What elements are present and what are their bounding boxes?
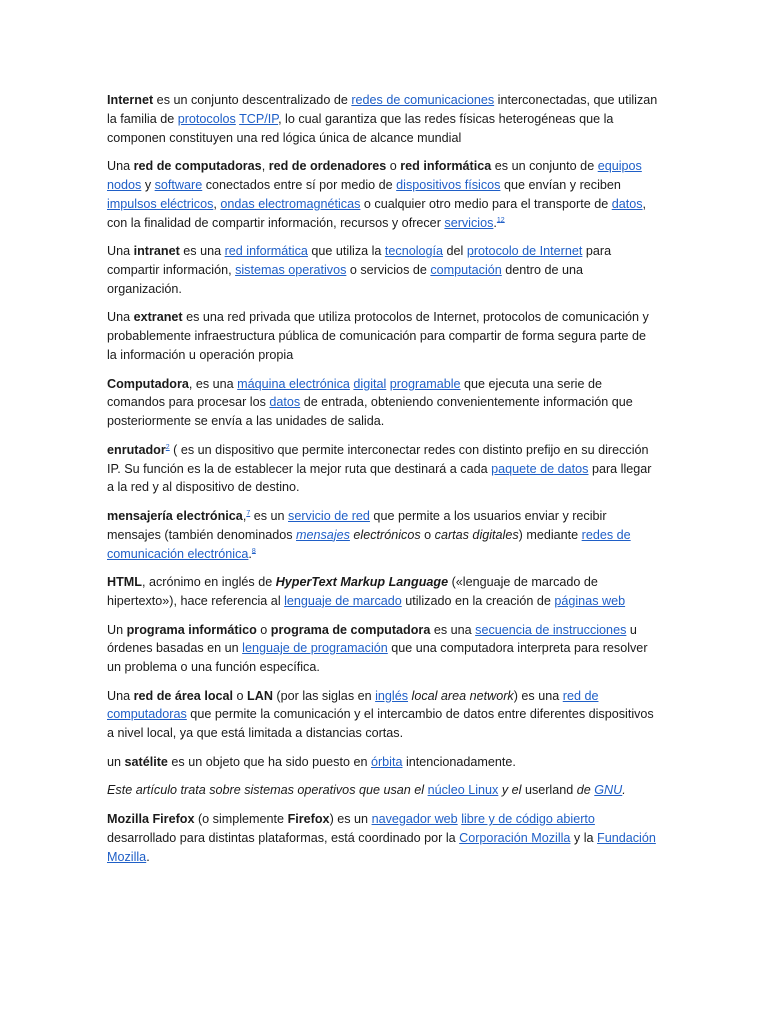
text-run: que permite la comunicación y el intercambio de datos entre diferentes dispositivos a nivel local, ya que está limitada a distancias cortas.	[107, 707, 654, 741]
paragraph	[107, 157, 659, 232]
hyperlink[interactable]: datos	[611, 196, 643, 211]
text-run: , lo cual garantiza que las redes físicas heterogéneas que la componen constituyen una red lógica única de alcance mundial	[107, 111, 614, 145]
text-run: es una	[430, 622, 476, 637]
text-run: ) es una	[513, 688, 563, 703]
text-run: ,	[242, 508, 247, 523]
hyperlink[interactable]: equipos	[597, 159, 642, 174]
text-run: ( es un dispositivo que permite interconectar redes con distinto prefijo en su dirección IP. Su función es la de establecer la mejor ruta que destinará a cada	[107, 442, 649, 476]
text-run: intranet	[133, 244, 180, 259]
text-run: y el	[498, 783, 525, 798]
text-run: es un conjunto de	[491, 159, 598, 174]
hyperlink[interactable]: GNU	[594, 783, 623, 798]
text-run: cartas digitales	[434, 527, 519, 542]
text-run: para llegar a la red y al dispositivo de destino.	[107, 461, 652, 495]
hyperlink[interactable]: servicios	[444, 215, 494, 230]
text-run: Una	[107, 310, 134, 325]
text-run: que utiliza la	[307, 244, 385, 259]
text-run: o	[386, 159, 401, 174]
text-run: es un objeto que ha sido puesto en	[167, 754, 371, 769]
hyperlink[interactable]: impulsos eléctricos	[107, 196, 214, 211]
text-run: que permite a los usuarios enviar y recibir mensajes (también denominados	[107, 508, 607, 542]
hyperlink[interactable]: tecnología	[384, 244, 444, 259]
text-run: o	[420, 527, 435, 542]
paragraph	[107, 308, 659, 364]
paragraph	[107, 441, 659, 497]
text-run: , con la finalidad de compartir información, recursos y ofrecer	[107, 196, 647, 230]
hyperlink[interactable]: digital	[353, 376, 387, 391]
text-run: electrónicos	[349, 527, 421, 542]
hyperlink[interactable]: órbita	[370, 754, 403, 769]
hyperlink[interactable]: 2	[500, 216, 505, 224]
hyperlink[interactable]: 1	[496, 216, 501, 224]
hyperlink[interactable]: protocolo de Internet	[466, 244, 583, 259]
document-body	[107, 91, 659, 876]
text-run: («lenguaje de marcado de hipertexto»), hace referencia al	[107, 575, 598, 608]
text-run: mensajería electrónica	[107, 508, 243, 523]
text-run: o	[256, 622, 271, 637]
paragraph	[107, 242, 659, 298]
text-run: satélite	[124, 754, 168, 769]
text-run: ,	[261, 159, 269, 174]
text-run: ) mediante	[518, 527, 582, 542]
text-run: desarrollado para distintas plataformas, está coordinado por la	[107, 830, 460, 845]
text-run: Una	[107, 244, 134, 259]
paragraph	[107, 753, 659, 772]
text-run: que una computadora interpreta para resolver un problema o una función específica.	[107, 641, 648, 675]
text-run: local area network	[411, 688, 514, 703]
text-run: Mozilla Firefox	[107, 812, 195, 827]
paragraph	[107, 781, 659, 800]
hyperlink[interactable]: red de computadoras	[107, 688, 599, 722]
hyperlink[interactable]: lenguaje de marcado	[284, 593, 402, 608]
text-run: (o simplemente	[194, 812, 288, 827]
paragraph	[107, 810, 659, 866]
text-run: conectados entre sí por medio de	[202, 177, 397, 192]
hyperlink[interactable]: libre y de código abierto	[461, 812, 595, 827]
hyperlink[interactable]: lenguaje de programación	[242, 641, 388, 656]
text-run: de entrada, obteniendo convenientemente información que posteriormente se envía a las unidades de salida.	[107, 395, 633, 429]
text-run: es una red privada que utiliza protocolos de Internet, protocolos de comunicación y probablemente infraestructura pública de comunicación para compartir de forma segura parte de la información u operación propia	[107, 310, 649, 362]
text-run: o servicios de	[346, 262, 431, 277]
text-run: LAN	[247, 688, 273, 703]
text-run: Un	[107, 622, 127, 637]
hyperlink[interactable]: inglés	[375, 688, 409, 703]
text-run: HTML	[107, 575, 142, 590]
hyperlink[interactable]: núcleo Linux	[427, 783, 499, 798]
text-run: .	[248, 546, 252, 561]
text-run: programa de computadora	[270, 622, 431, 637]
text-run: red de computadoras	[133, 159, 262, 174]
text-run: .	[146, 849, 150, 864]
text-run: Este artículo trata sobre sistemas operativos que usan el	[107, 783, 428, 798]
text-run: (por las siglas en	[272, 688, 376, 703]
hyperlink[interactable]: 7	[246, 509, 251, 517]
text-run: red de área local	[133, 688, 234, 703]
hyperlink[interactable]: servicio de red	[288, 508, 370, 523]
text-run: es una	[179, 244, 225, 259]
text-run: de	[573, 783, 595, 798]
hyperlink[interactable]: Fundación Mozilla	[107, 830, 656, 864]
text-run: Firefox	[287, 812, 330, 827]
text-run: Una	[107, 688, 134, 703]
text-run: .	[493, 215, 497, 230]
text-run: ) es un	[329, 812, 372, 827]
hyperlink[interactable]: máquina electrónica	[237, 376, 350, 391]
hyperlink[interactable]: dispositivos físicos	[396, 177, 501, 192]
text-run: o cualquier otro medio para el transporte de	[360, 196, 612, 211]
paragraph	[107, 621, 659, 677]
footnote-ref	[252, 547, 256, 554]
text-run: , acrónimo en inglés de	[141, 575, 276, 590]
text-run: para compartir información,	[107, 244, 612, 277]
hyperlink[interactable]: navegador web	[371, 812, 458, 827]
text-run: , es una	[188, 376, 238, 391]
footnote-ref	[501, 216, 505, 223]
hyperlink[interactable]: TCP/IP	[239, 111, 279, 126]
hyperlink[interactable]: sistemas operativos	[235, 262, 347, 277]
text-run: utilizado en la creación de	[401, 593, 555, 608]
hyperlink[interactable]: computación	[430, 262, 502, 277]
text-run: es un	[250, 508, 289, 523]
hyperlink[interactable]: redes de comunicaciones	[351, 93, 495, 107]
text-run: interconectadas, que utilizan la familia de	[107, 93, 658, 126]
text-run: enrutador	[107, 442, 166, 457]
hyperlink[interactable]: 2	[165, 443, 170, 451]
hyperlink[interactable]: 8	[251, 547, 256, 555]
text-run: programa informático	[126, 622, 257, 637]
hyperlink[interactable]: paquete de datos	[491, 461, 589, 476]
text-run: Internet	[107, 93, 154, 107]
text-run: o	[233, 688, 248, 703]
text-run: HyperText Markup Language	[275, 575, 449, 590]
paragraph	[107, 507, 659, 563]
text-run: u órdenes basadas en un	[107, 622, 637, 656]
paragraph	[107, 91, 659, 147]
hyperlink[interactable]: mensajes	[296, 527, 350, 542]
hyperlink[interactable]: redes de comunicación electrónica	[107, 527, 631, 561]
hyperlink[interactable]: red informática	[224, 244, 308, 259]
text-run: userland	[524, 783, 574, 798]
text-run: extranet	[133, 310, 183, 325]
text-run: intencionadamente.	[402, 754, 516, 769]
text-run: es un conjunto descentralizado de	[153, 93, 352, 107]
hyperlink[interactable]: datos	[269, 395, 301, 410]
text-run: red de ordenadores	[268, 159, 387, 174]
text-run: que ejecuta una serie de comandos para procesar los	[107, 376, 602, 410]
text-run: un	[107, 754, 125, 769]
hyperlink[interactable]: protocolos	[177, 111, 236, 126]
hyperlink[interactable]: páginas web	[554, 593, 626, 608]
paragraph	[107, 573, 659, 611]
paragraph	[107, 375, 659, 431]
hyperlink[interactable]: secuencia de instrucciones	[475, 622, 627, 637]
hyperlink[interactable]: Corporación Mozilla	[459, 830, 571, 845]
text-run: .	[622, 783, 626, 798]
hyperlink[interactable]: programable	[389, 376, 461, 391]
text-run: Una	[107, 159, 134, 174]
text-run: y	[141, 177, 155, 192]
text-run: del	[443, 244, 467, 259]
text-run: dentro de una organización.	[107, 262, 584, 296]
text-run: Computadora	[107, 376, 189, 391]
text-run: ,	[213, 196, 221, 211]
hyperlink[interactable]: nodos	[107, 177, 142, 192]
paragraph	[107, 687, 659, 743]
text-run: red informática	[400, 159, 492, 174]
text-run: que envían y reciben	[500, 177, 621, 192]
text-run: y la	[570, 830, 598, 845]
hyperlink[interactable]: software	[154, 177, 203, 192]
hyperlink[interactable]: ondas electromagnéticas	[220, 196, 361, 211]
